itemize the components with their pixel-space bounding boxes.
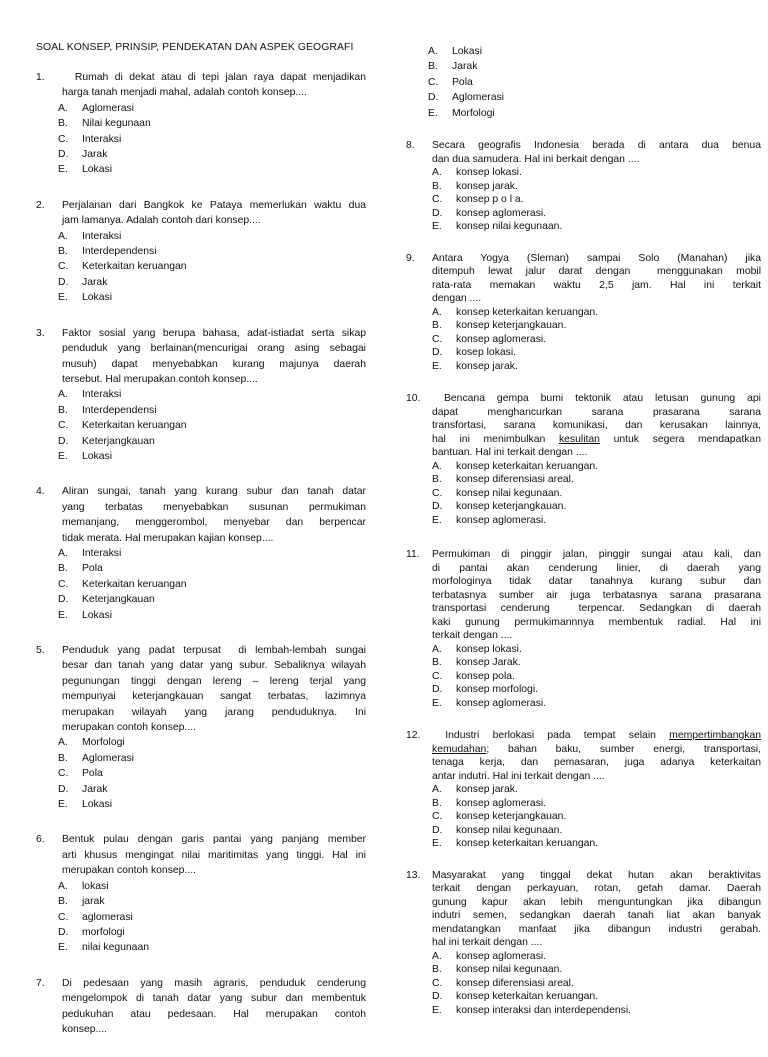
option-letter: D. — [432, 824, 443, 836]
option-text: konsep aglomerasi. — [456, 797, 547, 809]
option-letter: C. — [432, 333, 443, 345]
answer-option — [432, 207, 761, 221]
option-text: lokasi — [82, 880, 109, 892]
option-text: konsep p o l a. — [456, 194, 524, 206]
option-text: konsep diferensiasi areal. — [456, 977, 574, 989]
option-text: Lokasi — [82, 292, 113, 304]
question-text: Permukiman di pinggir jalan, pinggir sungai atau kali, dan di pantai akan cenderung linier, di daerah yang morfologinya tidak datar tanahnya kurang subur dan terbatasnya sumber air juga terbatasnya sarana prasarana transportasi cenderung terpencar. Sedangkan di daerah kaki gunung permukimannnya membentuk radial. Hal ini terkait dengan .... — [432, 549, 761, 642]
answer-option — [58, 403, 366, 418]
option-text: konsep keterjangkauan. — [456, 320, 567, 332]
option-text: Morfologi — [452, 107, 495, 119]
answer-option — [432, 500, 761, 514]
answer-option — [58, 894, 366, 909]
answer-option — [58, 116, 366, 131]
option-letter: A. — [432, 784, 442, 796]
answer-option — [58, 608, 366, 623]
answer-option — [432, 810, 761, 824]
option-text: konsep keterkaitan keruangan. — [456, 306, 599, 318]
option-text: Jarak — [82, 149, 108, 161]
answer-option — [432, 460, 761, 474]
answer-option — [58, 259, 366, 274]
option-letter: A. — [432, 167, 442, 179]
option-text: nilai kegunaan — [82, 942, 150, 954]
answer-option — [58, 925, 366, 940]
option-text: Lokasi — [82, 164, 113, 176]
question-7-continued-options — [428, 44, 761, 121]
option-text: Lokasi — [82, 609, 113, 621]
answer-option — [58, 418, 366, 433]
answer-option — [58, 546, 366, 561]
option-text: Lokasi — [452, 46, 483, 57]
answer-option — [432, 220, 761, 234]
option-text: konsep nilai kegunaan. — [456, 824, 563, 836]
option-letter: A. — [58, 547, 68, 559]
option-text: konsep aglomerasi. — [456, 514, 547, 526]
option-text: Interdependensi — [82, 404, 157, 416]
question-2 — [36, 198, 366, 306]
question-number: 7. — [36, 977, 45, 989]
answer-option — [58, 766, 366, 781]
option-letter: B. — [58, 896, 68, 908]
answer-option — [58, 561, 366, 576]
option-letter: E. — [432, 697, 442, 709]
option-text: konsep lokasi. — [456, 643, 522, 655]
option-letter: D. — [58, 926, 69, 938]
option-text: Lokasi — [82, 450, 113, 462]
answer-option — [432, 473, 761, 487]
option-text: Interaksi — [82, 547, 122, 559]
option-letter: D. — [58, 594, 69, 606]
option-text: morfologi — [82, 926, 125, 938]
option-text: konsep aglomerasi. — [456, 697, 547, 709]
option-letter: A. — [432, 306, 442, 318]
option-letter: D. — [58, 783, 69, 795]
answer-option — [432, 837, 761, 851]
option-letter: B. — [432, 797, 442, 809]
option-letter: D. — [432, 347, 443, 359]
question-number: 4. — [36, 486, 45, 498]
answer-option — [432, 514, 761, 528]
option-text: Lokasi — [82, 799, 113, 811]
option-letter: E. — [58, 799, 68, 811]
question-3-options — [58, 387, 366, 464]
option-text: konsep keterkaitan keruangan. — [456, 838, 599, 850]
option-letter: A. — [58, 389, 68, 401]
option-text: konsep interaksi dan interdependensi. — [456, 1004, 632, 1016]
question-4-options — [58, 546, 366, 623]
option-text: Aglomerasi — [82, 752, 134, 764]
answer-option — [432, 643, 761, 657]
question-11-options — [432, 643, 761, 711]
answer-option — [58, 797, 366, 812]
option-letter: C. — [58, 578, 69, 590]
question-number: 9. — [406, 252, 415, 264]
question-4 — [36, 484, 366, 623]
option-letter: E. — [58, 292, 68, 304]
question-text: Secara geografis Indonesia berada di antara dua benua dan dua samudera. Hal ini berkait dengan .... — [432, 140, 761, 165]
answer-option — [432, 683, 761, 697]
option-text: konsep lokasi. — [456, 167, 522, 179]
question-number: 6. — [36, 834, 45, 846]
question-10 — [406, 392, 761, 527]
answer-option — [432, 319, 761, 333]
option-text: aglomerasi — [82, 911, 133, 923]
option-letter: A. — [432, 643, 442, 655]
option-text: jarak — [82, 896, 105, 908]
question-9 — [406, 252, 761, 374]
answer-option — [58, 229, 366, 244]
option-text: Keterjangkauan — [82, 594, 155, 606]
option-letter: A. — [58, 102, 68, 114]
answer-option — [432, 824, 761, 838]
option-letter: B. — [58, 752, 68, 764]
option-text: Pola — [82, 768, 103, 780]
answer-option — [58, 592, 366, 607]
answer-option — [432, 950, 761, 964]
option-text: konsep nilai kegunaan. — [456, 487, 563, 499]
option-text: Jarak — [452, 61, 478, 73]
answer-option — [432, 977, 761, 991]
answer-option — [58, 387, 366, 402]
question-number: 3. — [36, 327, 45, 339]
question-6 — [36, 832, 366, 955]
option-letter: C. — [432, 670, 443, 682]
answer-option — [428, 75, 761, 90]
option-text: konsep keterkaitan keruangan. — [456, 460, 599, 472]
option-letter: A. — [432, 950, 442, 962]
option-letter: E. — [428, 107, 438, 119]
answer-option — [58, 940, 366, 955]
answer-option — [58, 434, 366, 449]
option-text: Aglomerasi — [452, 92, 504, 104]
option-letter: E. — [58, 450, 68, 462]
answer-option — [58, 101, 366, 116]
answer-option — [432, 360, 761, 374]
answer-option — [58, 132, 366, 147]
answer-option — [432, 306, 761, 320]
answer-option — [58, 449, 366, 464]
option-text: Aglomerasi — [82, 102, 134, 114]
answer-option — [432, 487, 761, 501]
answer-option — [58, 751, 366, 766]
option-letter: B. — [432, 320, 442, 332]
option-letter: A. — [432, 460, 442, 472]
option-text: Pola — [452, 76, 473, 88]
option-text: konsep nilai kegunaan. — [456, 964, 563, 976]
option-letter: E. — [432, 221, 442, 233]
option-letter: D. — [432, 207, 443, 219]
question-13 — [406, 869, 761, 1018]
question-text: Bentuk pulau dengan garis pantai yang panjang member arti khusus mengingat nilai maritimitas yang tinggi. Hal ini merupakan contoh konsep.... — [62, 834, 366, 877]
option-letter: A. — [58, 880, 68, 892]
question-number: 5. — [36, 645, 45, 656]
option-text: konsep aglomerasi. — [456, 207, 547, 219]
option-letter: E. — [432, 514, 442, 526]
option-letter: C. — [58, 133, 69, 145]
question-number: 11. — [406, 549, 420, 561]
option-letter: C. — [432, 977, 443, 989]
option-letter: E. — [432, 1004, 442, 1016]
option-text: konsep Jarak. — [456, 657, 521, 669]
answer-option — [432, 193, 761, 207]
option-letter: C. — [432, 194, 443, 206]
option-text: Interdependensi — [82, 246, 157, 258]
question-number: 13. — [406, 869, 421, 881]
question-5 — [36, 643, 366, 812]
answer-option — [58, 735, 366, 750]
question-text: Masyarakat yang tinggal dekat hutan akan beraktivitas terkait dengan perkayuan, rotan, getah damar. Daerah gunung kapur akan lebih menguntungkan jika dibangun indutri semen, sedangkan daerah tanah liat akan banyak mendatangkan manfaat jika dibangun industri gerabah. hal ini terkait dengan .... — [432, 869, 761, 949]
question-8 — [406, 139, 761, 234]
option-letter: B. — [432, 180, 442, 192]
answer-option — [432, 963, 761, 977]
option-text: Keterkaitan keruangan — [82, 578, 187, 590]
option-letter: D. — [432, 991, 443, 1003]
right-column — [406, 44, 761, 1035]
option-text: Interaksi — [82, 230, 122, 242]
question-8-options — [432, 166, 761, 234]
option-letter: B. — [432, 964, 442, 976]
option-letter: D. — [58, 435, 69, 447]
answer-option — [432, 783, 761, 797]
question-text: Bencana gempa bumi tektonik atau letusan gunung api dapat menghancurkan sarana prasarana sarana transfortasi, sarana komunikasi, dan kerusakan lainnya, hal ini menimbulkan kesulitan untuk segera mendapatkan bantuan. Hal ini terkait dengan .... — [432, 393, 761, 459]
option-text: Interaksi — [82, 133, 122, 145]
option-text: konsep diferensiasi areal. — [456, 474, 574, 486]
option-letter: B. — [58, 563, 68, 575]
question-3 — [36, 326, 366, 465]
question-5-options — [58, 735, 366, 812]
answer-option — [58, 577, 366, 592]
option-letter: B. — [428, 61, 438, 73]
answer-option — [428, 44, 761, 59]
option-text: konsep jarak. — [456, 360, 518, 372]
option-letter: B. — [58, 118, 68, 130]
answer-option — [432, 797, 761, 811]
option-letter: B. — [432, 657, 442, 669]
option-letter: C. — [58, 420, 69, 432]
option-text: Nilai kegunaan — [82, 118, 151, 130]
option-text: konsep aglomerasi. — [456, 950, 547, 962]
answer-option — [432, 166, 761, 180]
question-2-options — [58, 229, 366, 306]
question-11 — [406, 548, 761, 710]
option-letter: D. — [58, 149, 69, 161]
answer-option — [58, 879, 366, 894]
answer-option — [432, 656, 761, 670]
question-text: Antara Yogya (Sleman) sampai Solo (Manahan) jika ditempuh lewat jalur darat dengan menggunakan mobil rata-rata memakan waktu 2,5 jam. Hal ini terkait dengan .... — [432, 252, 761, 305]
answer-option — [428, 106, 761, 121]
question-12 — [406, 729, 761, 851]
option-letter: A. — [428, 46, 438, 57]
left-column — [36, 70, 366, 1057]
option-text: konsep aglomerasi. — [456, 333, 547, 345]
answer-option — [432, 697, 761, 711]
answer-option — [432, 180, 761, 194]
question-9-options — [432, 306, 761, 374]
option-letter: C. — [432, 811, 443, 823]
option-letter: C. — [58, 768, 69, 780]
option-text: konsep keterjangkauan. — [456, 501, 567, 513]
option-letter: A. — [58, 230, 68, 242]
option-letter: E. — [58, 609, 68, 621]
answer-option — [58, 162, 366, 177]
answer-option — [58, 147, 366, 162]
option-text: konsep nilai kegunaan. — [456, 221, 563, 233]
answer-option — [58, 275, 366, 290]
document-title: SOAL KONSEP, PRINSIP, PENDEKATAN DAN ASPEK GEOGRAFI — [36, 42, 354, 53]
option-text: Pola — [82, 563, 103, 575]
option-letter: C. — [58, 911, 69, 923]
option-text: konsep jarak. — [456, 784, 518, 796]
option-text: konsep keterjangkauan. — [456, 811, 567, 823]
option-letter: E. — [58, 164, 68, 176]
option-letter: C. — [432, 487, 443, 499]
question-1 — [36, 70, 366, 178]
answer-option — [428, 90, 761, 105]
answer-option — [432, 346, 761, 360]
question-text: Aliran sungai, tanah yang kurang subur dan tanah datar yang terbatas menyebabkan susunan permukiman memanjang, menggerombol, menyebar dan berpencar tidak merata. Hal merupakan kajian konsep.... — [62, 486, 366, 544]
option-text: Interaksi — [82, 389, 122, 401]
option-text: konsep pola. — [456, 670, 515, 682]
option-letter: E. — [58, 942, 68, 954]
option-letter: D. — [432, 684, 443, 696]
option-letter: E. — [432, 360, 442, 372]
answer-option — [58, 244, 366, 259]
question-text: Penduduk yang padat terpusat di lembah-lembah sungai besar dan tanah yang datar yang subur. Sebaliknya wilayah pegunungan tinggi dengan lereng – lereng terjal yang mempunyai keterjangkauan sangat terbatas, lazimnya merupakan wilayah yang jarang penduduknya. Ini merupakan contoh konsep.... — [62, 645, 366, 734]
option-letter: A. — [58, 737, 68, 749]
question-1-options — [58, 101, 366, 178]
option-text: Jarak — [82, 783, 108, 795]
option-text: Keterkaitan keruangan — [82, 420, 187, 432]
question-number: 8. — [406, 140, 415, 152]
option-text: konsep morfologi. — [456, 684, 539, 696]
question-text: Di pedesaan yang masih agraris, penduduk cenderung mengelompok di tanah datar yang subur dan membentuk pedukuhan atau pedesaan. Hal merupakan contoh konsep.... — [62, 977, 366, 1035]
option-letter: B. — [58, 246, 68, 258]
option-text: Jarak — [82, 276, 108, 288]
question-number: 10. — [406, 393, 421, 405]
option-text: kosep lokasi. — [456, 347, 517, 359]
option-letter: E. — [432, 838, 442, 850]
option-letter: C. — [58, 261, 69, 273]
answer-option — [58, 290, 366, 305]
answer-option — [58, 910, 366, 925]
question-12-options — [432, 783, 761, 851]
answer-option — [58, 782, 366, 797]
option-letter: D. — [428, 92, 439, 104]
answer-option — [432, 333, 761, 347]
question-number: 2. — [36, 199, 45, 211]
answer-option — [432, 990, 761, 1004]
option-letter: B. — [58, 404, 68, 416]
question-7 — [36, 976, 366, 1038]
option-text: Morfologi — [82, 737, 125, 749]
question-number: 1. — [36, 72, 45, 83]
question-text: Faktor sosial yang berupa bahasa, adat-istiadat serta sikap penduduk yang berlainan(mencurigai orang asing sebagai musuh) dapat menyebabkan kurang majunya daerah tersebut. Hal merupakan contoh konsep.... — [62, 327, 366, 385]
question-10-options — [432, 460, 761, 528]
question-text: Industri berlokasi pada tempat selain mempertimbangkan kemudahan; bahan baku, sumber energi, transportasi, tenaga kerja, dan pemasaran, juga adanya keterkaitan antar indutri. Hal ini terkait dengan .... — [432, 730, 761, 782]
option-text: Keterkaitan keruangan — [82, 261, 187, 273]
option-letter: D. — [58, 276, 69, 288]
option-text: Keterjangkauan — [82, 435, 155, 447]
question-number: 12. — [406, 730, 421, 742]
question-text: Rumah di dekat atau di tepi jalan raya dapat menjadikan harga tanah menjadi mahal, adalah contoh konsep.... — [62, 72, 366, 99]
question-text: Perjalanan dari Bangkok ke Pataya memerlukan waktu dua jam lamanya. Adalah contoh dari konsep.... — [62, 199, 366, 227]
option-letter: B. — [432, 474, 442, 486]
option-letter: C. — [428, 76, 439, 88]
answer-option — [432, 1004, 761, 1018]
answer-option — [432, 670, 761, 684]
question-13-options — [432, 950, 761, 1018]
option-letter: D. — [432, 501, 443, 513]
option-text: konsep keterkaitan keruangan. — [456, 991, 599, 1003]
answer-option — [428, 59, 761, 74]
option-text: konsep jarak. — [456, 180, 518, 192]
question-6-options — [58, 879, 366, 956]
